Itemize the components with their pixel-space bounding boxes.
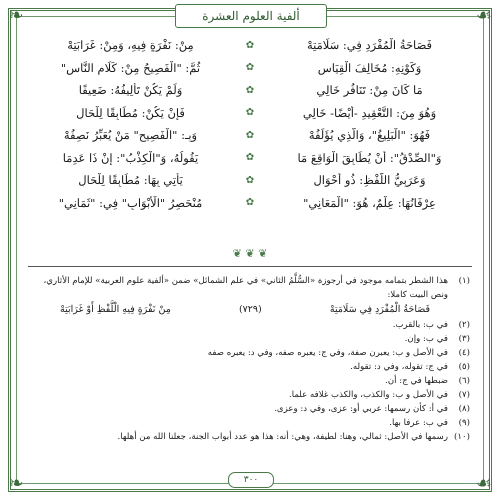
verse-row bbox=[28, 102, 472, 125]
verse-right: وَهُوَ مِنَ: التَّعْقِيدِ -أَيْضًا- خَالِي bbox=[302, 105, 437, 120]
footnote-item bbox=[30, 388, 470, 402]
footnote-text: في ب: بالقرب. bbox=[392, 320, 448, 330]
verse-left: ثُمَّ: "الْفَصِيحُ مِنْ: كَلَامِ النَّاسِ" bbox=[60, 60, 201, 75]
footnote-text: في أ: كأن رسمها: عربي أو: عزى، وفي د: وعزى. bbox=[274, 404, 448, 414]
footnote-quoted-verse bbox=[30, 302, 470, 318]
verse-left: مِنْ: نَفْرَةٍ فِيهِ، وَمِنْ: غَرَابَتِهْ bbox=[67, 38, 194, 53]
footnote-number: (٩) bbox=[458, 418, 470, 428]
corner-ornament-icon: ❧ bbox=[8, 5, 24, 26]
footnote-divider bbox=[28, 266, 472, 267]
verse-left: فَإِنْ يَكُنْ: مُطَابِقًا لِلْحَالِ bbox=[76, 105, 185, 120]
verse-row bbox=[28, 147, 472, 170]
verse-separator-icon: ✿ bbox=[245, 152, 255, 164]
quoted-verse-left: مِنْ نَفْرَةٍ فِيهِ الْلَّفْظِ أَوْ غَرَابَتِهْ bbox=[60, 304, 171, 315]
verse-left: وَلَمْ يَكُنْ تَأْلِيفُهُ: ضَعِيفًا bbox=[78, 83, 183, 98]
verse-row bbox=[28, 79, 472, 102]
footnote-text: هذا الشطر بتمامه موجود في أرجوزة «السُّلَّمُ الثاني» في علم الشمائل» ضمن «ألفية علوم العربية» للإمام الأثاري، ونص البيت كاملا: bbox=[43, 276, 448, 300]
verse-left: مُنْحَصِرُ "الْأَبْوَابِ" فِي: "ثَمَانِي" bbox=[58, 195, 203, 210]
quoted-verse-right: فَصَاحَةُ الْمُفْرَدِ فِي سَلَامَتِهْ bbox=[329, 304, 430, 315]
verse-row bbox=[28, 169, 472, 192]
footnote-text: رسمها في الأصل: ثمالي، وهنا: لطيفة، وهي: أنه: هذا هو عدد أبواب الجنة، جعلنا الله من أهلها. bbox=[117, 432, 448, 442]
footnote-text: في الأصل و ب: والكذب، والكذب غلافه علما. bbox=[288, 390, 448, 400]
verse-right: وَ"الصِّدْقُ": أَنْ يُطَابِقَ الْوَاقِعَ مَا bbox=[297, 150, 442, 165]
footnote-item bbox=[30, 274, 470, 302]
verse-right: وَكَوْنِهِ: مُخَالِفَ الْقِيَاسِ bbox=[317, 60, 422, 75]
footnote-item bbox=[30, 374, 470, 388]
footnote-text: في ب: وإن. bbox=[404, 334, 448, 344]
footnote-item bbox=[30, 430, 470, 444]
verse-right: فَصَاحَةُ الْمُفْرَدِ فِي: سَلَامَتِهْ bbox=[306, 38, 433, 53]
page-number: ٣٠٠ bbox=[228, 472, 274, 488]
verse-separator-icon: ✿ bbox=[245, 62, 255, 74]
verse-separator-icon: ✿ bbox=[245, 174, 255, 186]
verse-row bbox=[28, 34, 472, 57]
verse-separator-icon: ✿ bbox=[245, 129, 255, 141]
verse-right: مَا كَانَ مِنْ: تَنَافُرٍ خَالِي bbox=[316, 83, 423, 98]
verse-right: فَهُوَ: "الْبَلِيغُ"، وَالَّذِي يُؤَلِّفُهْ bbox=[308, 128, 431, 143]
footnote-text: في ج: تقوله، وفي د: تقوله. bbox=[350, 362, 448, 372]
verse-row bbox=[28, 192, 472, 215]
footnote-text: ضبطها في ج: أن. bbox=[385, 376, 448, 386]
footnote-number: (٥) bbox=[458, 362, 470, 372]
quoted-verse-number: (٧٢٩) bbox=[238, 304, 262, 315]
verse-separator-icon: ✿ bbox=[245, 107, 255, 119]
verse-row bbox=[28, 57, 472, 80]
verse-row bbox=[28, 124, 472, 147]
footnotes bbox=[30, 274, 470, 444]
verse-block bbox=[28, 34, 472, 214]
corner-ornament-icon: ☙ bbox=[475, 5, 493, 26]
footnote-item bbox=[30, 318, 470, 332]
verse-separator-icon: ✿ bbox=[245, 197, 255, 209]
footnote-item bbox=[30, 346, 470, 360]
footnote-text: في ب: عرفا بها. bbox=[389, 418, 448, 428]
section-ornament-icon: ❦ ❦ ❦ bbox=[232, 247, 268, 260]
footnote-item bbox=[30, 402, 470, 416]
page-title: ألفية العلوم العشرة bbox=[175, 4, 327, 28]
footnote-number: (٣) bbox=[458, 334, 470, 344]
footnote-number: (١٠) bbox=[454, 432, 470, 442]
footnote-item bbox=[30, 332, 470, 346]
verse-separator-icon: ✿ bbox=[245, 84, 255, 96]
verse-right: عِرْفَانُهَا: عِلْمٌ، هُوَ: "الْمَعَانِي" bbox=[303, 195, 436, 210]
footnote-number: (٨) bbox=[458, 404, 470, 414]
verse-left: وَبِـ: "الْفَصِيحِ" مَنْ يُعَبِّرُ نَصِفُهْ bbox=[63, 128, 198, 143]
verse-left: يَقُولُهُ، وَ"الْكِذْبُ": إِنْ ذَا عَدِمَا bbox=[62, 150, 199, 165]
footnote-item bbox=[30, 416, 470, 430]
footnote-number: (٢) bbox=[458, 320, 470, 330]
verse-left: يَأْتِي بِهَا: مُطَابِقًا لِلْحَالِ bbox=[78, 173, 183, 188]
corner-ornament-icon: ❧ bbox=[8, 473, 24, 494]
footnote-number: (٧) bbox=[458, 390, 470, 400]
footnote-number: (٦) bbox=[458, 376, 470, 386]
footnote-number: (١) bbox=[458, 276, 470, 286]
footnote-text: في الأصل و ب: يعبرن صفة، وفي ج: يعبره صفه، وفي د: يعبره صفه bbox=[207, 348, 448, 358]
footnote-item bbox=[30, 360, 470, 374]
verse-right: وَعَرَبِيُّ اللَّفْظِ: ذُو أَحْوَالِ bbox=[313, 173, 426, 188]
verse-separator-icon: ✿ bbox=[245, 39, 255, 51]
corner-ornament-icon: ☙ bbox=[475, 473, 493, 494]
footnote-number: (٤) bbox=[458, 348, 470, 358]
